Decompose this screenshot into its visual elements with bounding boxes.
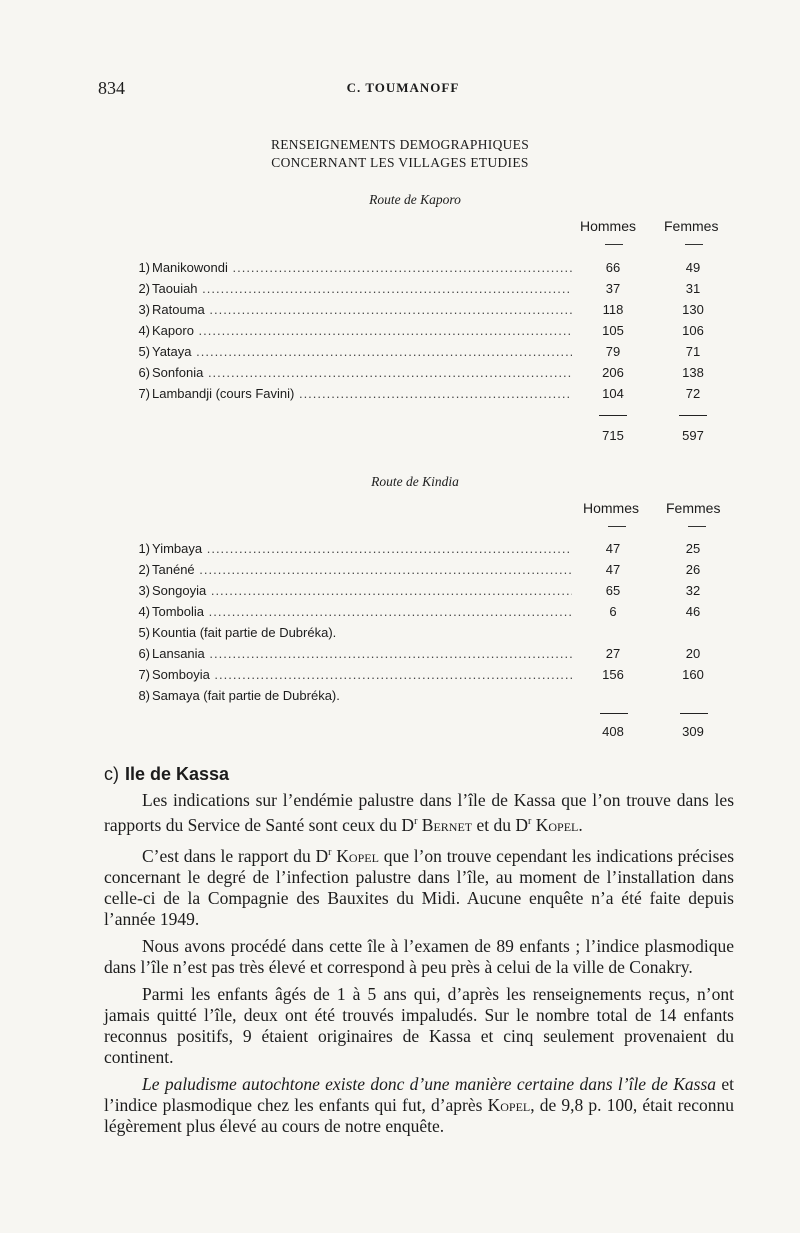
total-row xyxy=(128,724,728,744)
femmes-value: 130 xyxy=(682,302,704,317)
hommes-value: 156 xyxy=(602,667,624,682)
village-name: Lambandji (cours Favini) ..... xyxy=(152,386,572,401)
hommes-value: 105 xyxy=(602,323,624,338)
table-row xyxy=(128,344,728,364)
hommes-value: 206 xyxy=(602,365,624,380)
page-number: 834 xyxy=(98,78,125,98)
hommes-value: 47 xyxy=(605,562,621,577)
paragraph-5: Le paludisme autochtone existe donc d’une manière certaine dans l’île de Kassa et l’indice plasmodique chez les enfants qui fut, d’après Kopel, de 9,8 p. 100, était reconnu légèrement plus élevé au cours de notre enquête. xyxy=(104,1073,734,1136)
row-number: 4) xyxy=(138,323,150,338)
kaporo-col-hommes: Hommes xyxy=(580,218,637,234)
table-row xyxy=(128,625,728,645)
kindia-dash-hommes xyxy=(608,526,626,527)
table-title xyxy=(0,136,800,172)
kaporo-dash-hommes xyxy=(605,244,623,245)
table-row xyxy=(128,667,728,687)
table-row xyxy=(128,281,728,301)
total-hommes: 408 xyxy=(602,724,624,739)
hommes-value: 118 xyxy=(602,302,624,317)
paragraph-3: Nous avons procédé dans cette île à l’examen de 89 enfants ; l’indice plasmodique dans l’île n’est pas très élevé et correspond à peu près à celui de la ville de Conakry. xyxy=(104,935,734,977)
hommes-value: 6 xyxy=(609,604,617,619)
village-name: Sonfonia ..... xyxy=(152,365,572,380)
kindia-section-title: Route de Kindia xyxy=(371,474,459,489)
hommes-value: 65 xyxy=(605,583,621,598)
femmes-value: 71 xyxy=(685,344,701,359)
femmes-value: 25 xyxy=(685,541,701,556)
femmes-value: 32 xyxy=(685,583,701,598)
table-row xyxy=(128,646,728,666)
section-letter: c) xyxy=(104,764,119,784)
village-name: Taouiah ..... xyxy=(152,281,572,296)
hommes-value: 47 xyxy=(605,541,621,556)
village-name: Lansania ..... xyxy=(152,646,572,661)
total-femmes: 597 xyxy=(682,428,704,443)
row-number: 5) xyxy=(138,344,150,359)
row-number: 8) xyxy=(138,688,150,703)
total-rule-hommes xyxy=(599,415,627,416)
table-row xyxy=(128,541,728,561)
village-name: Samaya (fait partie de Dubréka). xyxy=(152,688,340,703)
title-line-1: RENSEIGNEMENTS DEMOGRAPHIQUES xyxy=(270,137,530,152)
kaporo-dash-femmes xyxy=(685,244,703,245)
total-rule-hommes xyxy=(600,713,628,714)
table-row xyxy=(128,688,728,708)
row-number: 7) xyxy=(138,667,150,682)
row-number: 4) xyxy=(138,604,150,619)
village-name: Yataya ..... xyxy=(152,344,572,359)
femmes-value: 160 xyxy=(682,667,704,682)
village-name: Kaporo ..... xyxy=(152,323,572,338)
row-number: 5) xyxy=(138,625,150,640)
femmes-value: 49 xyxy=(685,260,701,275)
femmes-value: 72 xyxy=(685,386,701,401)
total-hommes: 715 xyxy=(602,428,624,443)
total-femmes: 309 xyxy=(682,724,704,739)
table-row xyxy=(128,604,728,624)
village-name: Ratouma ..... xyxy=(152,302,572,317)
kindia-dash-femmes xyxy=(688,526,706,527)
total-rule-femmes xyxy=(680,713,708,714)
row-number: 3) xyxy=(138,302,150,317)
village-name: Kountia (fait partie de Dubréka). xyxy=(152,625,337,640)
running-title: C. TOUMANOFF xyxy=(346,80,460,95)
table-row xyxy=(128,302,728,322)
paragraph-2: C’est dans le rapport du $D^r$ Kopel que l’on trouve cependant les indications précises concernant le degré de l’infection palustre dans l’île, au moment de l’installation dans celle-ci de la Compagnie des Bauxites du Midi. Aucune enquête n’a été faite depuis l’année 1949. xyxy=(104,845,735,929)
table-row xyxy=(128,323,728,343)
row-number: 1) xyxy=(138,260,150,275)
table-row xyxy=(128,365,728,385)
hommes-value: 66 xyxy=(605,260,621,275)
village-name: Songoyia ..... xyxy=(152,583,572,598)
section-heading xyxy=(104,764,229,785)
body-text xyxy=(104,790,734,1143)
femmes-value: 46 xyxy=(685,604,701,619)
section-label: Ile de Kassa xyxy=(125,764,230,784)
page-header xyxy=(98,78,708,102)
kindia-col-hommes: Hommes xyxy=(583,500,640,516)
row-number: 6) xyxy=(138,365,150,380)
paragraph-1: Les indications sur l’endémie palustre dans l’île de Kassa que l’on trouve dans les rapports du Service de Santé sont ceux du $D^r$ Bernet et du $D^r$ Kopel. xyxy=(104,790,734,835)
hommes-value: 79 xyxy=(605,344,621,359)
hommes-value: 37 xyxy=(605,281,621,296)
femmes-value: 31 xyxy=(685,281,701,296)
femmes-value: 20 xyxy=(685,646,701,661)
kaporo-col-femmes: Femmes xyxy=(664,218,719,234)
village-name: Tanéné ..... xyxy=(152,562,572,577)
row-number: 6) xyxy=(138,646,150,661)
village-name: Tombolia ..... xyxy=(152,604,572,619)
hommes-value: 27 xyxy=(605,646,621,661)
hommes-value: 104 xyxy=(602,386,624,401)
paragraph-4: Parmi les enfants âgés de 1 à 5 ans qui, d’après les renseignements reçus, n’ont jamais quitté l’île, deux ont été trouvés impaludés. Sur le nombre total de 14 enfants reconnus positifs, 9 étaient originaires de Kassa et cinq seulement provenaient du continent. xyxy=(104,983,734,1067)
row-number: 3) xyxy=(138,583,150,598)
village-name: Manikowondi ..... xyxy=(152,260,572,275)
femmes-value: 138 xyxy=(682,365,704,380)
row-number: 2) xyxy=(138,281,150,296)
table-row xyxy=(128,260,728,280)
village-name: Somboyia ..... xyxy=(152,667,572,682)
title-line-2: CONCERNANT LES VILLAGES ETUDIES xyxy=(271,155,529,170)
table-row xyxy=(128,386,728,406)
table-row xyxy=(128,583,728,603)
total-row xyxy=(128,428,728,448)
row-number: 7) xyxy=(138,386,150,401)
table-row xyxy=(128,562,728,582)
row-number: 2) xyxy=(138,562,150,577)
femmes-value: 26 xyxy=(685,562,701,577)
femmes-value: 106 xyxy=(682,323,704,338)
total-rule-femmes xyxy=(679,415,707,416)
kaporo-section-title: Route de Kaporo xyxy=(369,192,461,207)
kindia-col-femmes: Femmes xyxy=(666,500,721,516)
village-name: Yimbaya ..... xyxy=(152,541,572,556)
row-number: 1) xyxy=(138,541,150,556)
